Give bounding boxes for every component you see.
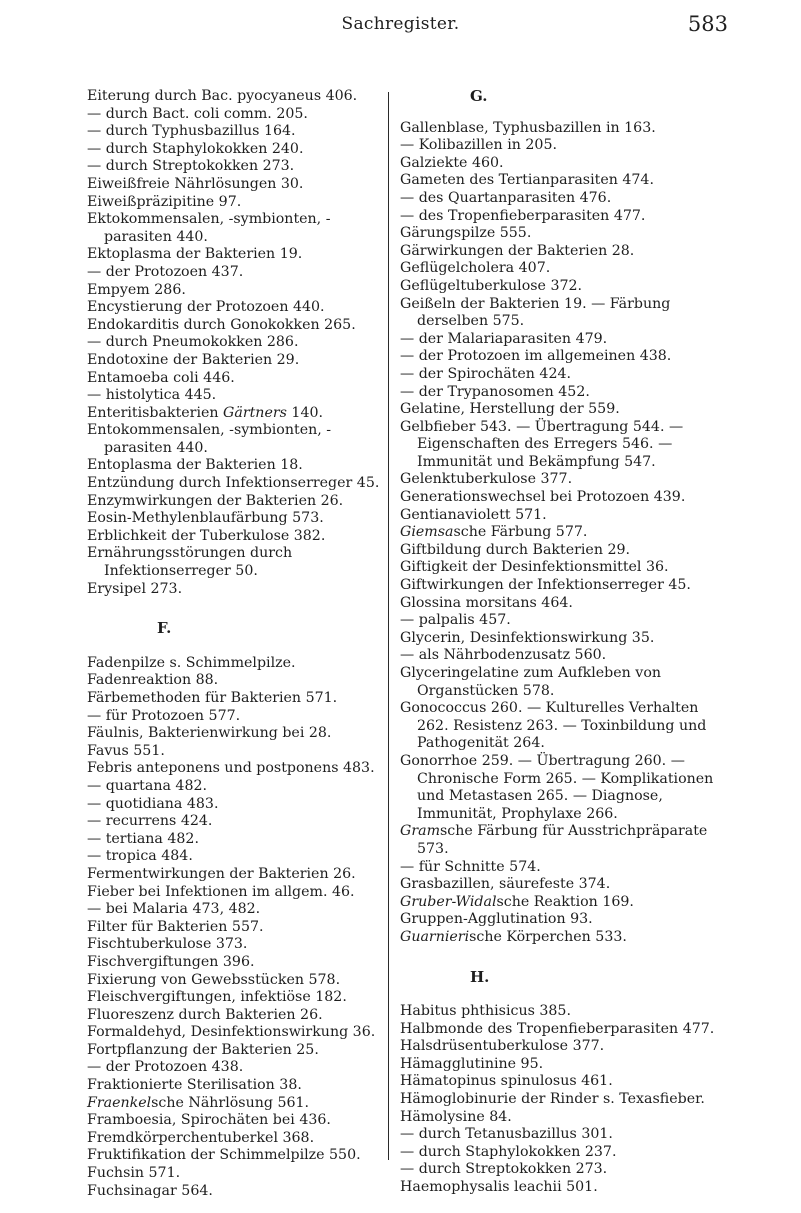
entries-h [400,1003,716,1197]
index-entry: Haemophysalis leachii 501. [400,1179,598,1196]
index-entry: Generationswechsel bei Protozoen 439. [400,489,686,506]
index-entry: — der Protozoen im allgemeinen 438. [400,348,672,365]
entries-g [400,120,716,947]
index-entry: Geflügeltuberkulose 372. [400,277,583,294]
index-entry: Fadenreaktion 88. [87,672,219,689]
index-entry: Enteritisbakterien Gärtners 140. [87,404,324,421]
index-entry: Giemsasche Färbung 577. [400,524,588,541]
index-entry: Fermentwirkungen der Bakterien 26. [87,865,356,882]
index-entry: — durch Tetanusbazillus 301. [400,1126,613,1143]
index-entry: — tertiana 482. [87,830,199,847]
entries-f [87,655,389,1200]
left-column [87,88,389,1200]
index-entry: Gärwirkungen der Bakterien 28. [400,242,635,259]
index-entry: — quotidiana 483. [87,795,219,812]
index-entry: Fixierung von Gewebsstücken 578. [87,971,341,988]
index-entry: Fischtuberkulose 373. [87,936,248,953]
index-entry: — der Trypanosomen 452. [400,383,590,400]
index-entry: — durch Typhusbazillus 164. [87,123,296,140]
index-entry: Gruber-Widalsche Reaktion 169. [400,893,634,910]
index-entry: Hämoglobinurie der Rinder s. Texasfieber. [400,1091,705,1108]
index-entry: Geißeln der Bakterien 19. — Färbung derselben 575. [400,295,671,330]
index-entry: Fieber bei Infektionen im allgem. 46. [87,883,355,900]
index-entry: Habitus phthisicus 385. [400,1003,571,1020]
index-entry: Fäulnis, Bakterienwirkung bei 28. [87,725,332,742]
index-entry: Guarnierische Körperchen 533. [400,928,627,945]
index-entry: Hämolysine 84. [400,1108,512,1125]
index-entry: Erblichkeit der Tuberkulose 382. [87,527,326,544]
index-entry: Fremdkörperchentuberkel 368. [87,1129,315,1146]
section-letter-g: G. [470,87,488,105]
index-entry: Entamoeba coli 446. [87,369,235,386]
index-entry: Endotoxine der Bakterien 29. [87,351,300,368]
index-entry: — des Quartanparasiten 476. [400,189,612,206]
index-entry: — quartana 482. [87,777,208,794]
entries-e [87,88,389,598]
page-header [0,10,801,50]
index-entry: Halsdrüsentuberkulose 377. [400,1038,605,1055]
index-entry: — durch Bact. coli comm. 205. [87,105,308,122]
index-entry: Gruppen-Agglutination 93. [400,911,593,928]
index-entry: Fraktionierte Sterilisation 38. [87,1077,302,1094]
index-entry: Gelatine, Herstellung der 559. [400,401,620,418]
index-entry: — durch Staphylokokken 240. [87,140,304,157]
index-entry: Fleischvergiftungen, infektiöse 182. [87,989,347,1006]
index-entry: — der Spirochäten 424. [400,365,572,382]
index-entry: Ektokommensalen, -symbionten, -parasiten 440. [87,211,331,245]
index-entry: — für Schnitte 574. [400,858,541,875]
index-entry: Gärungspilze 555. [400,225,532,242]
section-letter-h: H. [470,967,490,986]
index-entry: Färbemethoden für Bakterien 571. [87,690,338,706]
index-entry: — durch Pneumokokken 286. [87,334,299,351]
section-letter-f: F. [157,619,172,638]
index-entry: Giftigkeit der Desinfektionsmittel 36. [400,559,669,576]
index-entry: Eiterung durch Bac. pyocyaneus 406. [87,88,358,104]
index-entry: Febris anteponens und postponens 483. [87,760,375,777]
index-entry: Giftwirkungen der Infektionserreger 45. [400,577,691,594]
right-column [398,88,716,1197]
index-entry: Fluoreszenz durch Bakterien 26. [87,1006,323,1023]
index-entry: — für Protozoen 577. [87,707,241,724]
index-entry: Glycerin, Desinfektionswirkung 35. [400,629,655,646]
index-entry: Eiweißfreie Nährlösungen 30. [87,175,304,192]
index-entry: — der Protozoen 437. [87,263,244,280]
index-entry: Gonococcus 260. — Kulturelles Verhalten 262. Resistenz 263. — Toxinbildung und Pathogenität 264. [400,700,707,752]
index-entry: — durch Streptokokken 273. [400,1161,608,1178]
index-entry: Gelbfieber 543. — Übertragung 544. — Eigenschaften des Erregers 546. — Immunität und Bekämpfung 547. [400,418,684,470]
index-entry: Halbmonde des Tropenfieberparasiten 477. [400,1020,715,1037]
index-entry: Filter für Bakterien 557. [87,918,264,935]
index-entry: Fuchsinagar 564. [87,1182,213,1199]
index-entry: Framboesia, Spirochäten bei 436. [87,1112,331,1129]
index-entry: — der Protozoen 438. [87,1059,244,1076]
index-entry: Fraenkelsche Nährlösung 561. [87,1094,310,1111]
index-entry: Ektoplasma der Bakterien 19. [87,246,303,263]
index-entry: Enzymwirkungen der Bakterien 26. [87,492,344,509]
index-entry: Gentianaviolett 571. [400,506,547,523]
index-entry: Gameten des Tertianparasiten 474. [400,172,654,189]
index-entry: Glyceringelatine zum Aufkleben von Organstücken 578. [400,665,662,699]
index-entry: Giftbildung durch Bakterien 29. [400,541,631,558]
index-entry: Gelenktuberkulose 377. [400,471,573,488]
index-entry: — histolytica 445. [87,387,217,404]
index-entry: Hämatopinus spinulosus 461. [400,1073,613,1090]
index-entry: Formaldehyd, Desinfektionswirkung 36. [87,1024,376,1041]
index-entry: — bei Malaria 473, 482. [87,901,261,918]
index-entry: Gallenblase, Typhusbazillen in 163. [400,119,656,136]
index-entry: — des Tropenfieberparasiten 477. [400,207,646,224]
index-entry: Glossina morsitans 464. [400,594,573,611]
index-entry: Hämagglutinine 95. [400,1055,544,1072]
page-number: 583 [687,12,728,36]
index-entry: Geflügelcholera 407. [400,260,551,277]
index-entry: Favus 551. [87,742,165,759]
running-head: Sachregister. [341,14,460,34]
index-entry: Eiweißpräzipitine 97. [87,193,242,210]
index-entry: Entzündung durch Infektionserreger 45. [87,475,380,492]
index-entry: — Kolibazillen in 205. [400,137,557,154]
index-entry: — als Nährbodenzusatz 560. [400,647,607,664]
index-entry: Galziekte 460. [400,154,504,171]
index-entry: — recurrens 424. [87,813,213,830]
index-entry: Ernährungsstörungen durch Infektionserreger 50. [87,545,293,580]
index-entry: — durch Staphylokokken 237. [400,1143,617,1160]
index-entry: Encystierung der Protozoen 440. [87,299,325,316]
index-entry: — durch Streptokokken 273. [87,158,295,175]
index-entry: Fuchsin 571. [87,1165,181,1182]
index-entry: Gonorrhoe 259. — Übertragung 260. — Chronische Form 265. — Komplikationen und Metastasen 265. — Diagnose, Immunität, Prophylaxe 266. [400,752,714,822]
index-entry: Entoplasma der Bakterien 18. [87,457,303,474]
index-entry: Endokarditis durch Gonokokken 265. [87,316,356,333]
index-entry: Fadenpilze s. Schimmelpilze. [87,654,296,671]
index-entry: Eosin-Methylenblaufärbung 573. [87,510,324,527]
index-entry: Empyem 286. [87,281,186,298]
index-entry: Gramsche Färbung für Ausstrichpräparate 573. [400,823,708,857]
index-entry: Fischvergiftungen 396. [87,953,255,970]
index-entry: Grasbazillen, säurefeste 374. [400,876,611,893]
index-entry: Erysipel 273. [87,580,183,597]
index-entry: Fortpflanzung der Bakterien 25. [87,1041,319,1058]
index-entry: Entokommensalen, -symbionten, -parasiten 440. [87,422,332,456]
index-entry: — tropica 484. [87,848,193,865]
index-entry: Fruktifikation der Schimmelpilze 550. [87,1147,361,1164]
index-entry: — palpalis 457. [400,612,511,629]
index-entry: — der Malariaparasiten 479. [400,330,608,347]
